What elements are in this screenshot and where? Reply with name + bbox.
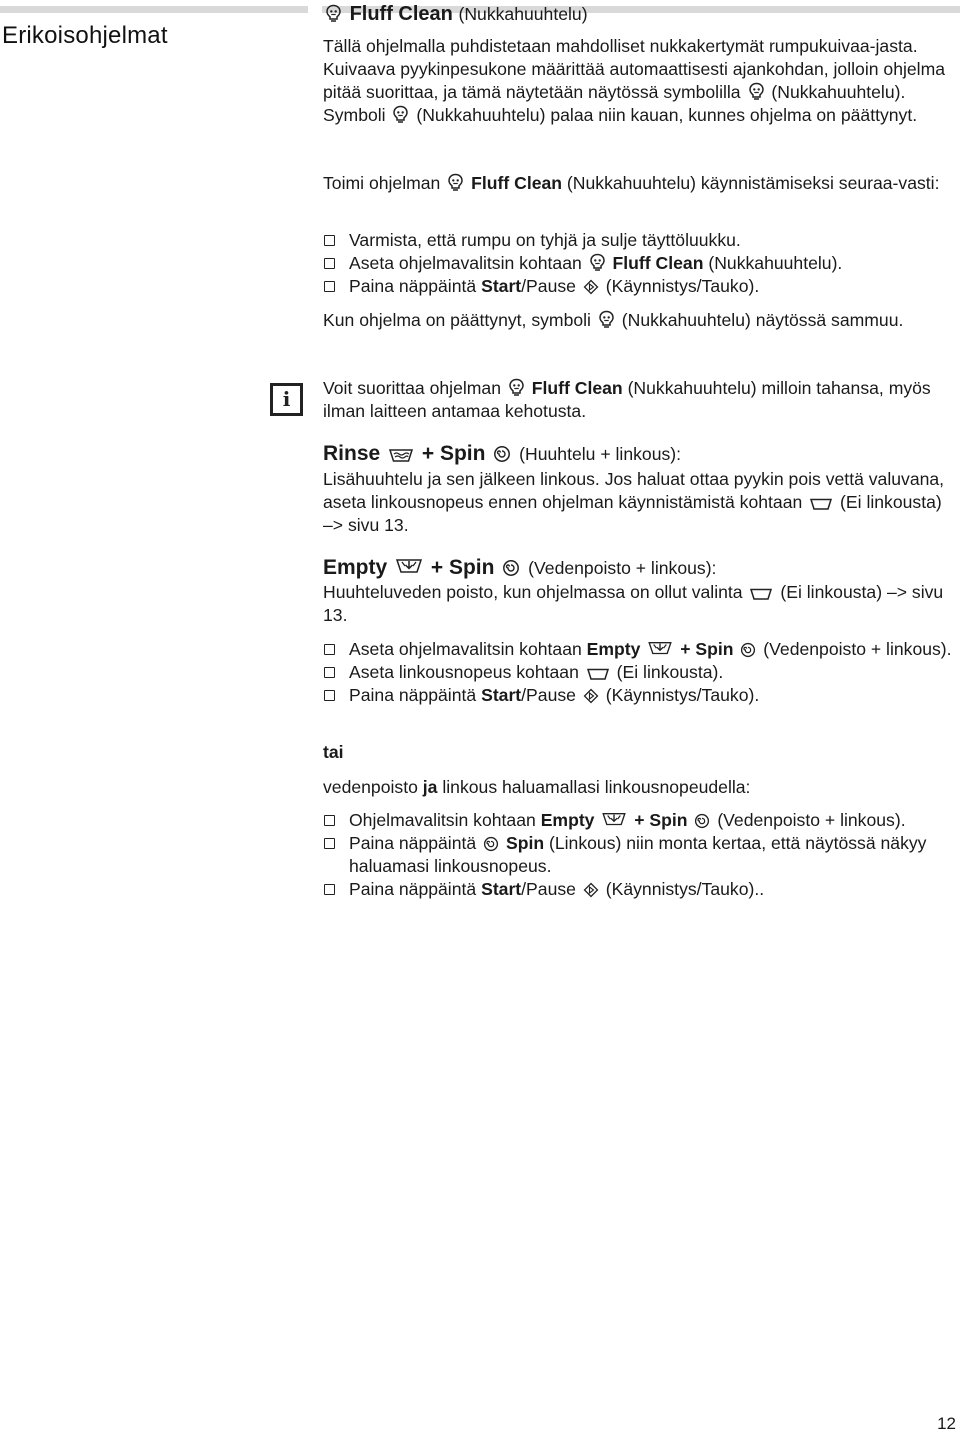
step-text: (Käynnistys/Tauko).. [605,879,765,899]
spin-title: + Spin [421,442,486,465]
fluff-intro-paragraph [323,35,953,127]
rinse-text-1: Lisähuuhtelu ja sen jälkeen linkous. Jos haluat ottaa pyykin pois vettä valuvana, aseta linkousnopeus ennen ohjelman käynnistämistä kohtaan [323,469,945,512]
list-item [323,684,953,707]
step-text: (Ei linkousta). [616,662,724,682]
info-program-name: Fluff Clean [531,378,623,398]
step-text: Aseta ohjelmavalitsin kohtaan [349,253,582,273]
drain-icon [647,640,673,658]
rinse-text-2: (Ei linkousta) –> sivu 13. [323,492,942,535]
fluff-clean-subtitle: (Nukkahuuhtelu) [458,4,588,24]
spin-icon [493,445,511,463]
no-spin-icon [809,497,833,511]
start-pause-icon [583,688,599,704]
pause-key-label: /Pause [521,276,576,296]
pause-key-label: /Pause [521,879,576,899]
or-label: tai [323,742,344,762]
step-program-name: + Spin [680,639,734,659]
step-text: Aseta ohjelmavalitsin kohtaan [349,639,582,659]
empty-spin-subtitle: (Vedenpoisto + linkous): [528,558,717,578]
fluff-info-note [323,377,953,423]
step-text: Ohjelmavalitsin kohtaan [349,810,536,830]
drain-icon [395,557,423,577]
lint-symbol-icon [598,310,615,329]
page-number: 12 [937,1414,956,1433]
fluff-intro-text-3: (Nukkahuuhtelu) palaa niin kauan, kunnes ohjelma on päättynyt. [416,105,918,125]
step-text: (Linkous) niin monta kertaa, että näytössä näkyy haluamasi linkousnopeus. [349,833,927,876]
step-text: (Käynnistys/Tauko). [605,276,760,296]
no-spin-icon [586,667,610,681]
start-key-label: Start [481,685,522,705]
rinse-icon [388,447,414,463]
section-title: Erikoisohjelmat [2,22,168,49]
spin-key-label: Spin [505,833,545,853]
step-program-name: Empty [540,810,595,830]
step-text: Varmista, että rumpu on tyhjä ja sulje täyttöluukku. [349,230,741,250]
spin-icon [483,836,499,852]
alternative-steps-list [323,809,953,901]
step-text: Paina näppäintä [349,276,477,296]
rinse-title: Rinse [323,442,381,465]
step-program-name: Fluff Clean [612,253,704,273]
fluff-end-text-1: Kun ohjelma on päättynyt, symboli [323,310,591,330]
step-text: Paina näppäintä [349,685,477,705]
fluff-intro-text-1: Tällä ohjelmalla puhdistetaan mahdolliset nukkakertymät rumpukuivaa-jasta. Kuivaava pyykinpesukone määrittää automaattisesti ajankohdan, jolloin ohjelma pitää suorittaa, ja tämä näytetään näytössä symbolilla [323,36,946,102]
fluff-steps-list [323,229,953,298]
list-item [323,229,953,252]
start-pause-icon [583,882,599,898]
empty-spin-heading [323,555,953,581]
step-text: (Vedenpoisto + linkous). [763,639,952,659]
rinse-spin-description [323,468,953,537]
step-program-name: + Spin [634,810,688,830]
pause-key-label: /Pause [521,685,576,705]
spin-title: + Spin [430,556,495,579]
lint-symbol-icon [748,82,765,101]
alt-text-1: vedenpoisto [323,777,418,797]
lint-symbol-icon [447,173,464,192]
fluff-clean-title: Fluff Clean [349,3,453,25]
spin-icon [740,642,756,658]
step-text: Paina näppäintä [349,879,477,899]
drain-icon [601,811,627,829]
list-item [323,252,953,275]
start-key-label: Start [481,879,522,899]
list-item [323,661,953,684]
list-item [323,832,953,878]
lint-symbol-icon [589,253,606,272]
empty-title: Empty [323,556,388,579]
step-program-name: Empty [586,639,641,659]
alt-text-2: linkous haluamallasi linkousnopeudella: [442,777,751,797]
list-item [323,638,953,661]
step-text: (Nukkahuuhtelu). [708,253,843,273]
list-item [323,275,953,298]
info-icon: i [270,383,303,416]
fluff-intro-text-2: (Nukkahuuhtelu). Symboli [323,82,906,125]
step-text: (Vedenpoisto + linkous). [717,810,906,830]
info-text-1: Voit suorittaa ohjelman [323,378,501,398]
lint-symbol-icon [325,4,342,23]
empty-spin-description [323,581,953,627]
lint-symbol-icon [392,105,409,124]
start-pause-icon [583,279,599,295]
empty-text-2: (Ei linkousta) –> sivu 13. [323,582,944,625]
fluff-start-text-2: (Nukkahuuhtelu) käynnistämiseksi seuraa-vasti: [566,173,940,193]
alternative-intro [323,776,953,799]
info-text-2: (Nukkahuuhtelu) milloin tahansa, myös ilman laitteen antamaa kehotusta. [323,378,931,421]
alt-bold-and: ja [422,777,438,797]
empty-steps-list [323,638,953,707]
empty-text-1: Huuhteluveden poisto, kun ohjelmassa on ollut valinta [323,582,743,602]
fluff-end-text-2: (Nukkahuuhtelu) näytössä sammuu. [621,310,904,330]
step-text: Paina näppäintä [349,833,477,853]
step-text: (Käynnistys/Tauko). [605,685,760,705]
lint-symbol-icon [508,378,525,397]
fluff-start-text-1: Toimi ohjelman [323,173,441,193]
rinse-spin-heading [323,441,953,467]
no-spin-icon [749,587,773,601]
start-key-label: Start [481,276,522,296]
spin-icon [502,559,520,577]
fluff-clean-heading [323,2,953,26]
section-header-bar [0,6,308,13]
fluff-start-instructions [323,172,953,195]
spin-icon [694,813,710,829]
list-item [323,809,953,832]
fluff-start-program-name: Fluff Clean [471,173,563,193]
step-text: Aseta linkousnopeus kohtaan [349,662,579,682]
fluff-end-note [323,309,953,332]
rinse-spin-subtitle: (Huuhtelu + linkous): [519,444,682,464]
list-item [323,878,953,901]
